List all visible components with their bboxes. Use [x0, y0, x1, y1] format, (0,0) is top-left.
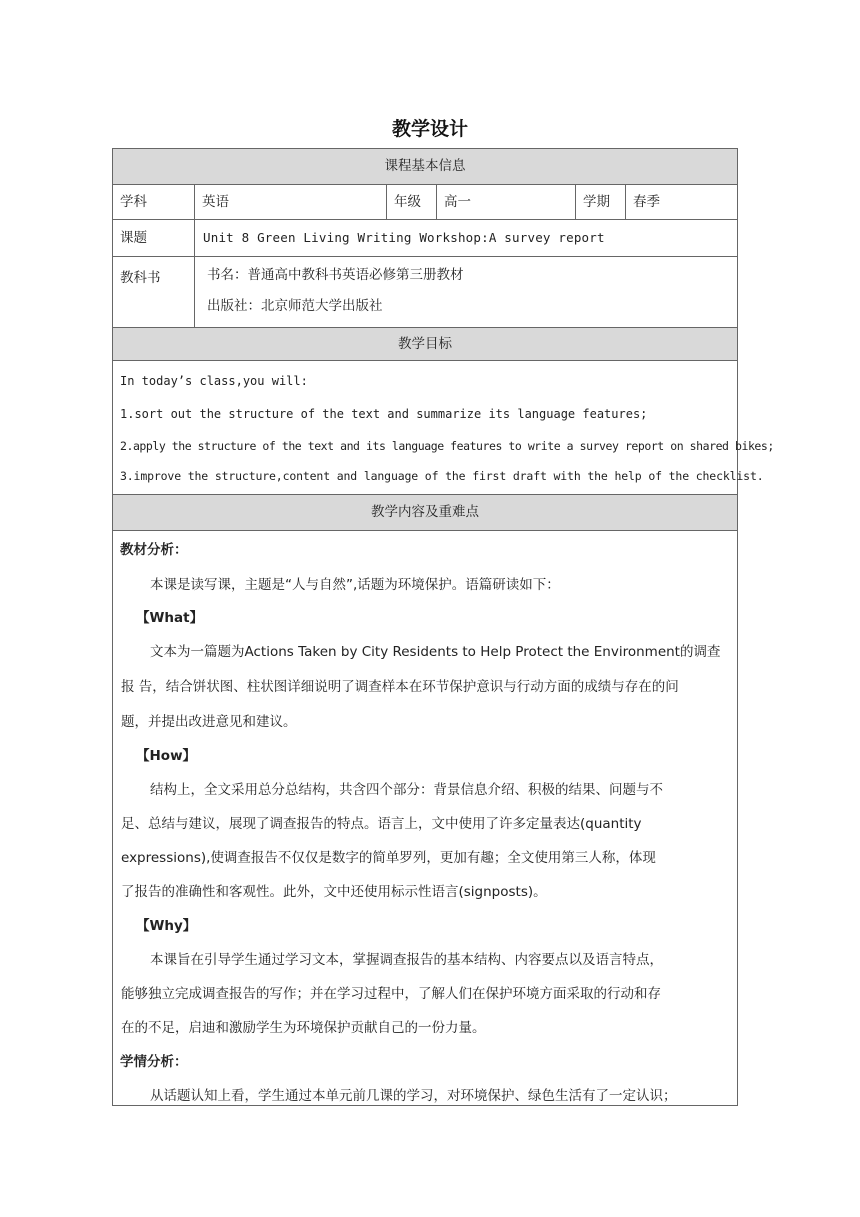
subject-value: 英语 [195, 185, 387, 219]
topic-row [113, 220, 737, 257]
material-intro: 本课是读写课，主题是“人与自然”,话题为环境保护。语篇研读如下： [150, 577, 560, 593]
content-block [113, 531, 737, 1105]
term-label: 学期 [576, 185, 626, 219]
textbook-publisher: 出版社：北京师范大学出版社 [207, 298, 383, 314]
how-line: 结构上，全文采用总分总结构，共含四个部分：背景信息介绍、积极的结果、问题与不 [150, 782, 663, 798]
grade-label: 年级 [387, 185, 437, 219]
students-line: 从话题认知上看，学生通过本单元前几课的学习，对环境保护、绿色生活有了一定认识； [150, 1088, 677, 1104]
objective-item: 3.improve the structure,content and language of the first draft with the help of the checklist. [120, 469, 764, 483]
topic-value: Unit 8 Green Living Writing Workshop:A survey report [203, 230, 605, 245]
why-line: 能够独立完成调查报告的写作；并在学习过程中，了解人们在保护环境方面采取的行动和存 [121, 986, 661, 1002]
how-line: expressions),使调查报告不仅仅是数字的简单罗列，更加有趣；全文使用第三人称，体现 [121, 850, 656, 866]
topic-label: 课题 [113, 220, 195, 256]
why-line: 在的不足，启迪和激励学生为环境保护贡献自己的一份力量。 [121, 1020, 486, 1036]
objective-item: 1.sort out the structure of the text and summarize its language features; [120, 407, 648, 421]
how-tag: 【How】 [136, 748, 197, 764]
lesson-table [112, 148, 774, 1106]
material-heading: 教材分析： [120, 542, 188, 558]
why-tag: 【Why】 [136, 918, 197, 934]
students-heading: 学情分析： [120, 1054, 188, 1070]
section-basic-info: 课程基本信息 [113, 149, 737, 185]
section-objectives: 教学目标 [113, 328, 737, 361]
grade-value: 高一 [437, 185, 576, 219]
textbook-name: 书名：普通高中教科书英语必修第三册教材 [207, 267, 464, 283]
how-line: 足、总结与建议，展现了调查报告的特点。语言上，文中使用了许多定量表达(quantity [121, 816, 642, 832]
objectives-block [113, 361, 774, 495]
objective-item: 2.apply the structure of the text and its language features to write a survey report on shared bikes; [120, 439, 774, 453]
document-title: 教学设计 [391, 118, 468, 140]
section-content: 教学内容及重难点 [113, 495, 737, 531]
what-line: 题，并提出改进意见和建议。 [121, 714, 297, 730]
textbook-row [113, 257, 737, 328]
textbook-info [195, 257, 737, 327]
subject-row [113, 185, 737, 220]
textbook-label: 教科书 [113, 257, 195, 327]
why-line: 本课旨在引导学生通过学习文本，掌握调查报告的基本结构、内容要点以及语言特点， [150, 952, 663, 968]
how-line: 了报告的准确性和客观性。此外，文中还使用标示性语言(signposts)。 [121, 884, 547, 900]
what-tag: 【What】 [136, 610, 204, 626]
objectives-intro: In today’s class,you will: [120, 374, 308, 388]
what-line: 文本为一篇题为Actions Taken by City Residents to Help Protect the Environment的调查 [150, 644, 721, 660]
what-line: 报 告，结合饼状图、柱状图详细说明了调查样本在环节保护意识与行动方面的成绩与存在的问 [121, 679, 679, 695]
term-value: 春季 [633, 194, 660, 210]
subject-label: 学科 [113, 185, 195, 219]
